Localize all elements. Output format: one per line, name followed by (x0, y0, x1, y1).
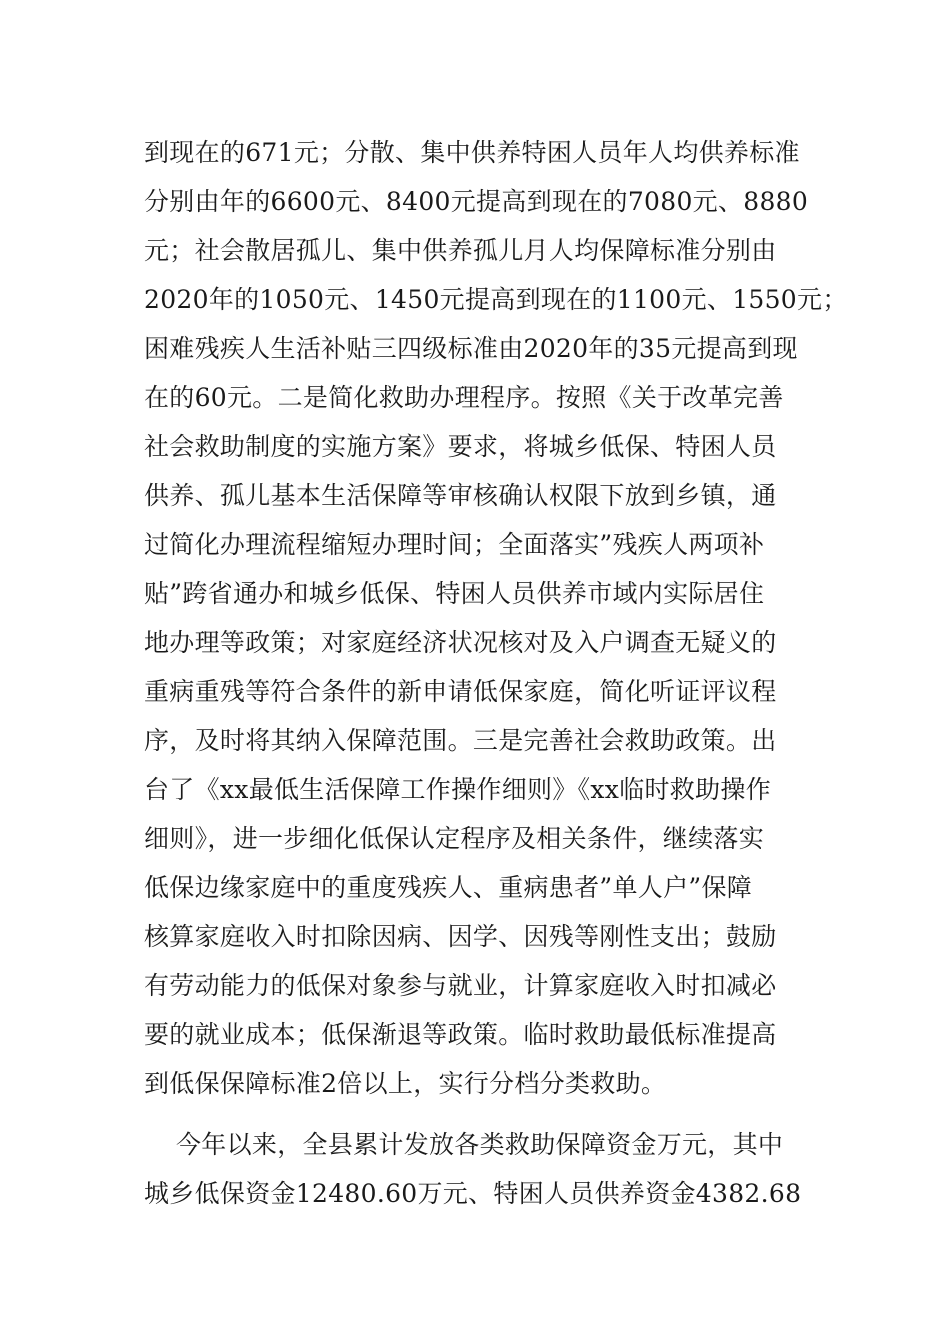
text-line: 2020年的1050元、1450元提高到现在的1100元、1550元； (144, 285, 848, 314)
text-line: 供养、孤儿基本生活保障等审核确认权限下放到乡镇，通 (144, 481, 777, 510)
text-line: 台了《xx最低生活保障工作操作细则》《xx临时救助操作 (144, 775, 771, 804)
text-line: 过简化办理流程缩短办理时间；全面落实”残疾人两项补 (144, 530, 765, 559)
text-line: 在的60元。二是简化救助办理程序。按照《关于改革完善 (144, 383, 784, 412)
text-line: 到现在的671元；分散、集中供养特困人员年人均供养标准 (144, 138, 800, 167)
text-line: 有劳动能力的低保对象参与就业，计算家庭收入时扣减必 (144, 971, 777, 1000)
text-line: 核算家庭收入时扣除因病、因学、因残等刚性支出；鼓励 (144, 922, 777, 951)
text-line: 细则》，进一步细化低保认定程序及相关条件，继续落实 (144, 824, 765, 853)
text-line: 今年以来，全县累计发放各类救助保障资金万元，其中 (176, 1130, 784, 1159)
text-line: 元；社会散居孤儿、集中供养孤儿月人均保障标准分别由 (144, 236, 777, 265)
text-line: 地办理等政策；对家庭经济状况核对及入户调查无疑义的 (144, 628, 777, 657)
text-line: 序，及时将其纳入保障范围。三是完善社会救助政策。出 (144, 726, 777, 755)
text-line: 社会救助制度的实施方案》要求，将城乡低保、特困人员 (144, 432, 777, 461)
text-line: 分别由年的6600元、8400元提高到现在的7080元、8880 (144, 187, 809, 216)
text-line: 到低保保障标准2倍以上，实行分档分类救助。 (144, 1069, 667, 1098)
text-line: 重病重残等符合条件的新申请低保家庭，简化听证评议程 (144, 677, 777, 706)
text-line: 城乡低保资金12480.60万元、特困人员供养资金4382.68 (144, 1179, 802, 1208)
body-text (144, 128, 848, 1218)
paragraph-1 (144, 128, 848, 1108)
text-line: 贴”跨省通办和城乡低保、特困人员供养市域内实际居住 (144, 579, 765, 608)
paragraph-spacer (144, 1108, 824, 1120)
paragraph-2 (144, 1120, 824, 1218)
text-line: 要的就业成本；低保渐退等政策。临时救助最低标准提高 (144, 1020, 777, 1049)
text-line: 困难残疾人生活补贴三四级标准由2020年的35元提高到现 (144, 334, 798, 363)
text-line: 低保边缘家庭中的重度残疾人、重病患者”单人户”保障 (144, 873, 753, 902)
